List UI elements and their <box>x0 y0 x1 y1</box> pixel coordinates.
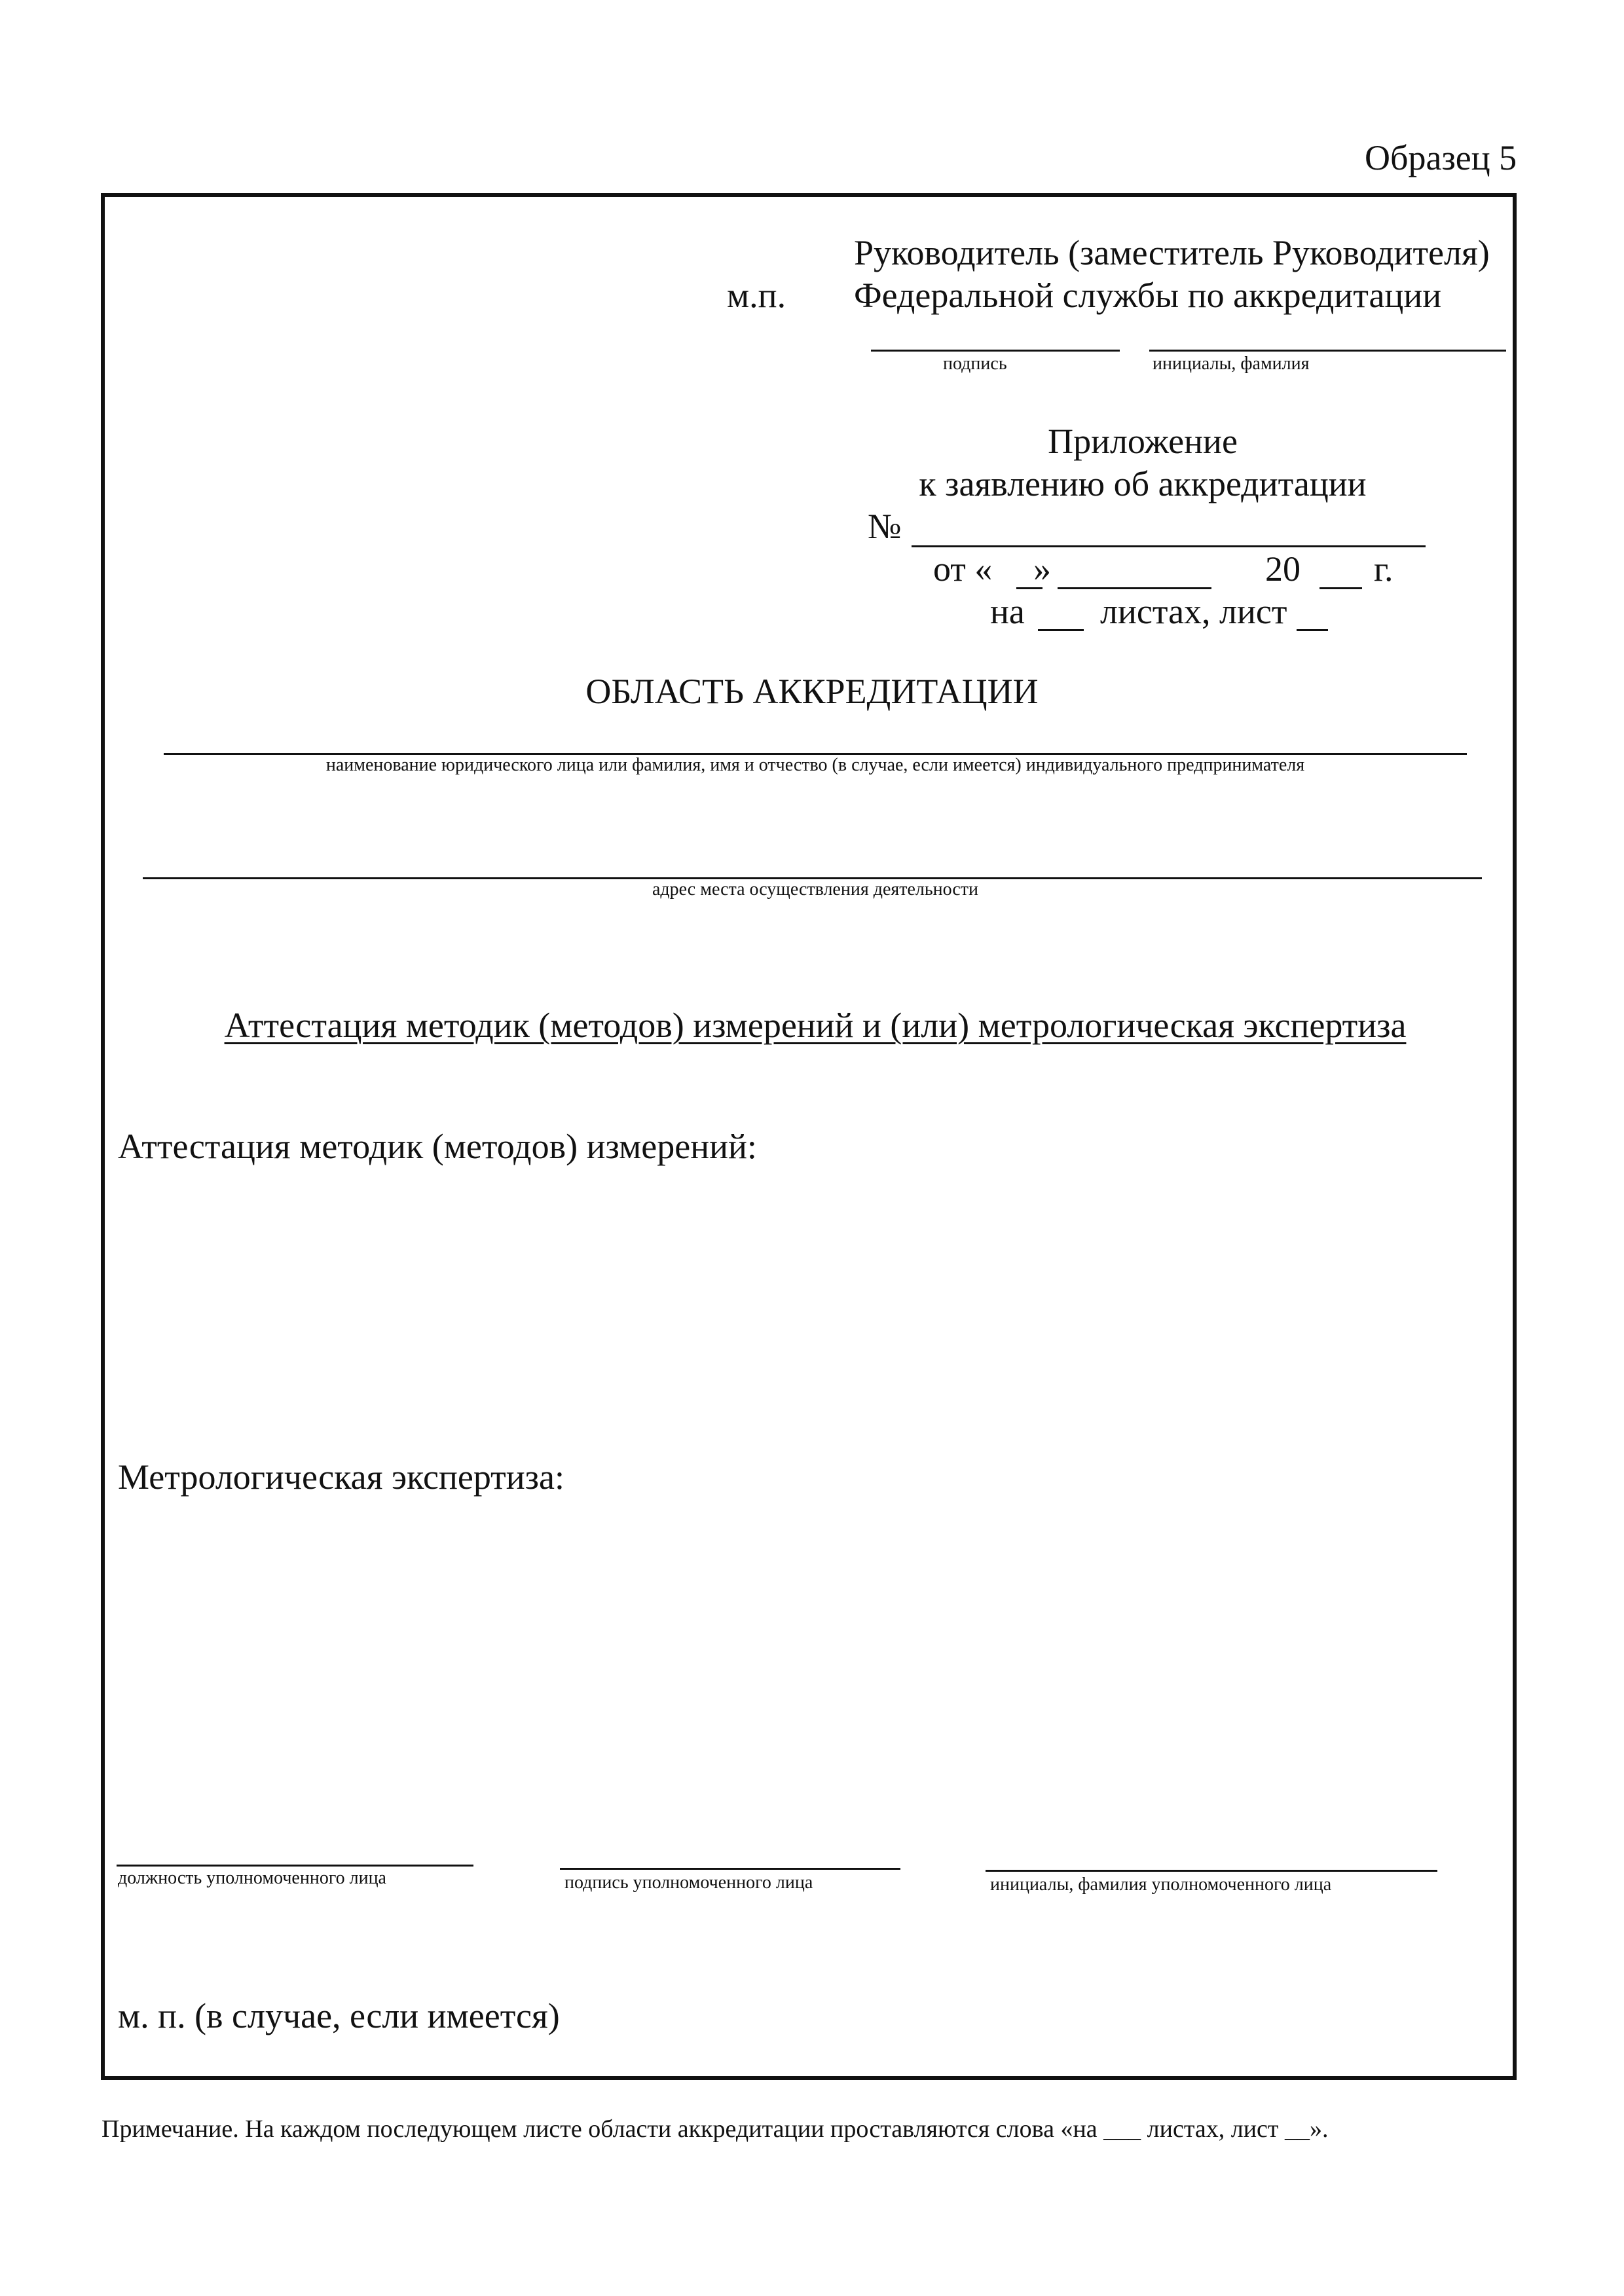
authorized-initials-caption: инициалы, фамилия уполномоченного лица <box>990 1874 1332 1895</box>
position-line-2: Федеральной службы по аккредитации <box>854 276 1442 315</box>
sample-label: Образец 5 <box>1365 138 1517 177</box>
year-prefix: 20 <box>1265 549 1301 589</box>
date-quote-close: » <box>1033 549 1051 589</box>
authorized-signature-caption: подпись уполномоченного лица <box>564 1872 813 1893</box>
authorized-initials-line <box>986 1870 1437 1872</box>
address-caption: адрес места осуществления деятельности <box>652 879 978 900</box>
sheets-middle: листах, лист <box>1100 592 1287 631</box>
activity-heading: Аттестация методик (методов) измерений и (или) метрологическая экспертиза <box>224 1006 1407 1045</box>
year-suffix: г. <box>1374 549 1393 589</box>
stamp-note: м. п. (в случае, если имеется) <box>118 1996 560 2035</box>
authorized-signature-line <box>560 1868 900 1870</box>
footnote: Примечание. На каждом последующем листе области аккредитации проставляются слова «на ___ листах, лист __». <box>101 2115 1329 2143</box>
stamp-label: м.п. <box>727 276 786 315</box>
position-caption: должность уполномоченного лица <box>118 1868 386 1888</box>
appendix-subtitle: к заявлению об аккредитации <box>919 464 1367 503</box>
sheet-number-line <box>1297 629 1328 631</box>
year-line <box>1320 587 1362 589</box>
section-expertise-title: Метрологическая экспертиза: <box>118 1457 564 1497</box>
scope-title: ОБЛАСТЬ АККРЕДИТАЦИИ <box>585 672 1039 711</box>
position-line-1: Руководитель (заместитель Руководителя) <box>854 233 1490 272</box>
sheets-prefix: на <box>990 592 1025 631</box>
number-sign: № <box>868 507 902 546</box>
date-prefix: от « <box>933 549 993 589</box>
signature-line <box>871 350 1120 352</box>
initials-caption: инициалы, фамилия <box>1153 354 1310 374</box>
month-line <box>1058 587 1211 589</box>
signature-caption: подпись <box>943 354 1007 374</box>
section-methods-title: Аттестация методик (методов) измерений: <box>118 1127 757 1166</box>
appendix-title: Приложение <box>1048 422 1238 461</box>
position-line <box>117 1865 473 1867</box>
sheets-count-line <box>1038 629 1084 631</box>
entity-caption: наименование юридического лица или фамилия, имя и отчество (в случае, если имеется) индивидуального предпринимателя <box>325 755 1305 775</box>
number-line <box>912 545 1426 547</box>
initials-line <box>1149 350 1506 352</box>
